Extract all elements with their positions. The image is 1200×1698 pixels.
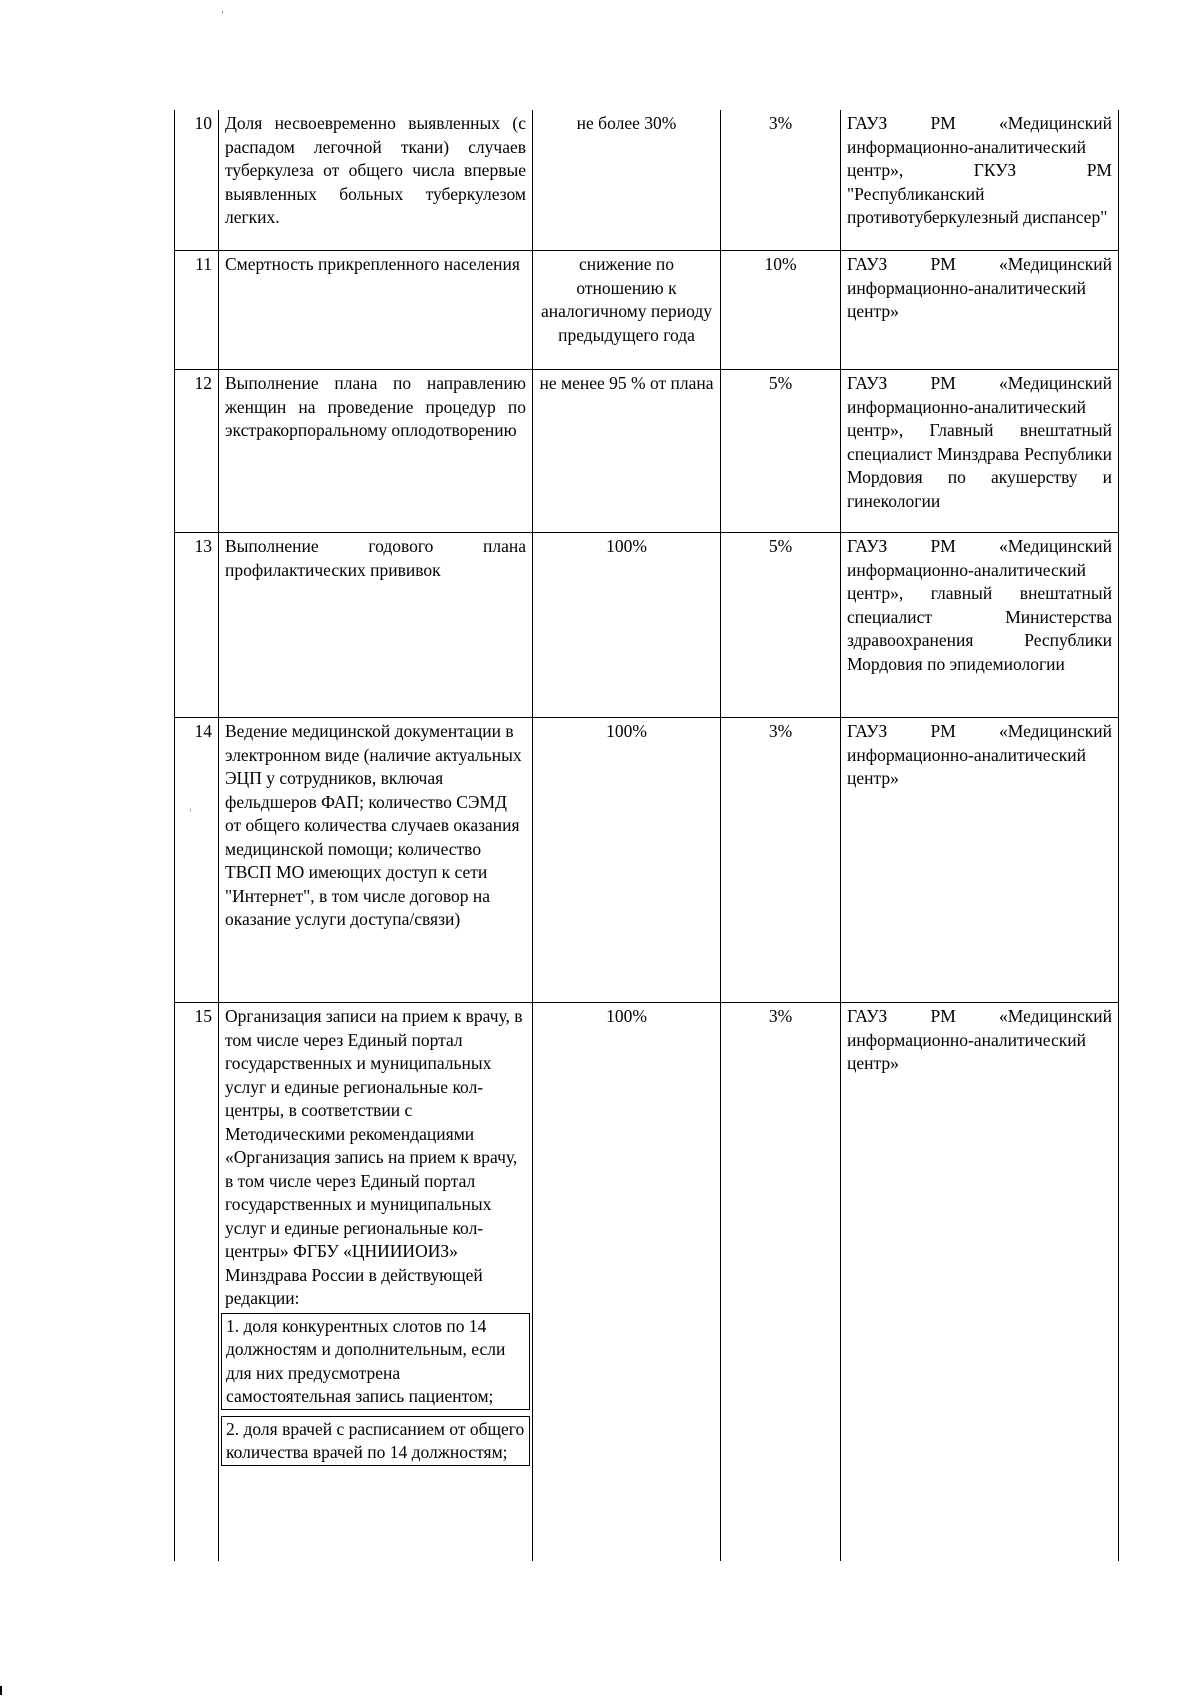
indicator-name: Смертность прикрепленного населения bbox=[219, 251, 533, 370]
target-value: не менее 95 % от плана bbox=[533, 370, 721, 533]
indicators-table-container bbox=[174, 110, 1118, 1561]
responsible-org: ГАУЗ РМ «Медицинский информационно-аналитический центр» bbox=[841, 718, 1119, 1003]
table-row bbox=[175, 1003, 1119, 1562]
weight-value: 10% bbox=[721, 251, 841, 370]
target-value: снижение по отношению к аналогичному периоду предыдущего года bbox=[533, 251, 721, 370]
indicator-name: Организация записи на прием к врачу, в том числе через Единый портал государственных и муниципальных услуг и единые региональные кол-центры, в соответствии с Методическими рекомендациями «Организация запись на прием к врачу, в том числе через Единый портал государственных и муниципальных услуг и единые региональные кол-центры» ФГБУ «ЦНИИИОИЗ» Минздрава России в действующей редакции: bbox=[225, 1006, 523, 1308]
sub-item: 2. доля врачей с расписанием от общего количества врачей по 14 должностям; bbox=[221, 1416, 530, 1466]
indicator-name: Выполнение плана по направлению женщин на проведение процедур по экстракорпоральному оплодотворению bbox=[219, 370, 533, 533]
indicator-name-cell bbox=[219, 1003, 533, 1562]
table-row bbox=[175, 718, 1119, 1003]
table-row bbox=[175, 251, 1119, 370]
indicator-name: Выполнение годового плана профилактических прививок bbox=[219, 533, 533, 718]
sub-item: 1. доля конкурентных слотов по 14 должностям и дополнительным, если для них предусмотрена самостоятельная запись пациентом; bbox=[221, 1313, 530, 1410]
indicators-table bbox=[174, 110, 1119, 1561]
row-number: 11 bbox=[175, 251, 219, 370]
responsible-org: ГАУЗ РМ «Медицинский информационно-аналитический центр», главный внештатный специалист Министерства здравоохранения Республики Мордовия по эпидемиологии bbox=[841, 533, 1119, 718]
responsible-org: ГАУЗ РМ «Медицинский информационно-аналитический центр» bbox=[841, 1003, 1119, 1562]
weight-value: 3% bbox=[721, 1003, 841, 1562]
responsible-org: ГАУЗ РМ «Медицинский информационно-аналитический центр» bbox=[841, 251, 1119, 370]
row-number: 14 bbox=[175, 718, 219, 1003]
indicator-name: Ведение медицинской документации в электронном виде (наличие актуальных ЭЦП у сотрудников, включая фельдшеров ФАП; количество СЭМД от общего количества случаев оказания медицинской помощи; количество ТВСП МО имеющих доступ к сети "Интернет", в том числе договор на оказание услуги доступа/связи) bbox=[219, 718, 533, 1003]
row-number: 12 bbox=[175, 370, 219, 533]
table-row bbox=[175, 110, 1119, 251]
weight-value: 3% bbox=[721, 110, 841, 251]
row-number: 10 bbox=[175, 110, 219, 251]
weight-value: 5% bbox=[721, 370, 841, 533]
weight-value: 5% bbox=[721, 533, 841, 718]
row-number: 13 bbox=[175, 533, 219, 718]
scan-mark bbox=[222, 11, 223, 14]
target-value: не более 30% bbox=[533, 110, 721, 251]
table-row bbox=[175, 370, 1119, 533]
table-row bbox=[175, 533, 1119, 718]
target-value: 100% bbox=[533, 718, 721, 1003]
indicator-name: Доля несвоевременно выявленных (с распадом легочной ткани) случаев туберкулеза от общего числа впервые выявленных больных туберкулезом легких. bbox=[219, 110, 533, 251]
responsible-org: ГАУЗ РМ «Медицинский информационно-аналитический центр», Главный внештатный специалист Минздрава Республики Мордовия по акушерству и гинекологии bbox=[841, 370, 1119, 533]
responsible-org: ГАУЗ РМ «Медицинский информационно-аналитический центр», ГКУЗ РМ "Республиканский противотуберкулезный диспансер" bbox=[841, 110, 1119, 251]
target-value: 100% bbox=[533, 533, 721, 718]
row-number: 15 bbox=[175, 1003, 219, 1562]
target-value: 100% bbox=[533, 1003, 721, 1562]
scan-mark bbox=[0, 1686, 2, 1695]
weight-value: 3% bbox=[721, 718, 841, 1003]
